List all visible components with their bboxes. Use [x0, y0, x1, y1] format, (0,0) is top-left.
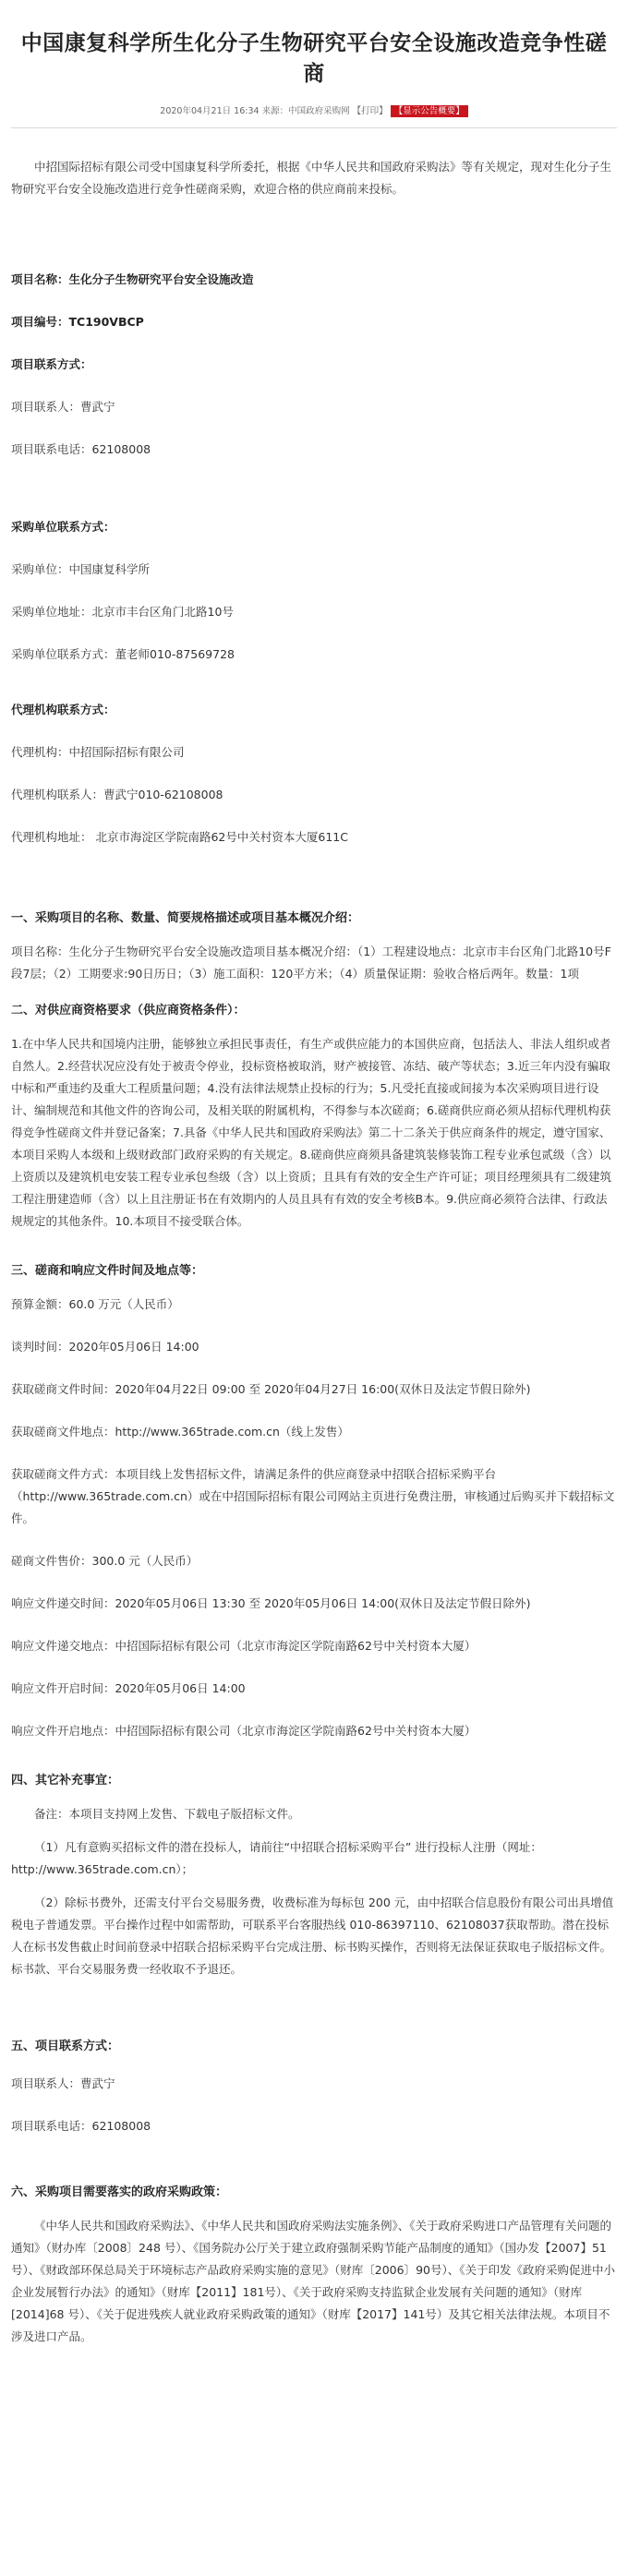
show-summary-button[interactable]: 【显示公告概要】	[391, 105, 468, 117]
article-meta	[11, 103, 617, 116]
section-5-person: 项目联系人：曹武宁	[11, 2076, 115, 2090]
doc-method: 获取磋商文件方式：本项目线上发售招标文件，请满足条件的供应商登录中招联合招标采购平台（http://www.365trade.com.cn）或在中招国际招标有限公司网站主页进行免费注册，审核通过后购买并下载招标文件。	[11, 1467, 615, 1525]
purchaser-contact: 采购单位联系方式：董老师010-87569728	[11, 647, 235, 661]
section-4-heading: 四、其它补充事宜：	[11, 1774, 120, 1788]
print-button[interactable]: 【打印】	[352, 106, 388, 116]
purchaser-unit: 采购单位：中国康复科学所	[11, 562, 151, 576]
agency-name: 代理机构：中招国际招标有限公司	[11, 745, 185, 759]
doc-price: 磋商文件售价：300.0 元（人民币）	[11, 1554, 199, 1568]
project-number: 项目编号：TC190VBCP	[11, 315, 144, 329]
section-3-heading: 三、磋商和响应文件时间及地点等：	[11, 1264, 204, 1278]
section-2-body: 1.在中华人民共和国境内注册，能够独立承担民事责任，有生产或供应能力的本国供应商，包括法人、非法人组织或者自然人。2.经营状况应没有处于被责令停业，投标资格被取消，财产被接管、冻结、破产等状态；3.近三年内没有骗取中标和严重违约及重大工程质量问题；4.没有法律法规禁止投标的行为；5.凡受托直接或间接为本次采购项目进行设计、编制规范和其他文件的咨询公司，及相关联的附属机构，不得参与本次磋商；6.磋商供应商必须从招标代理机构获得竞争性磋商文件并登记备案；7.具备《中华人民共和国政府采购法》第二十二条关于供应商条件的规定，遵守国家、本项目采购人本级和上级财政部门政府采购的有关规定。8.磋商供应商须具备建筑装修装饰工程专业承包贰级（含）以上资质以及建筑机电安装工程专业承包叁级（含）以上资质；且具有有效的安全生产许可证；项目经理须具有二级建筑工程注册建造师（含）以上且注册证书在有效期内的人员且具有有效的安全考核B本。9.供应商必须符合法律、行政法规规定的其他条件。10.本项目不接受联合体。	[11, 1037, 612, 1228]
page-title: 中国康复科学所生化分子生物研究平台安全设施改造竞争性磋商	[20, 31, 608, 86]
section-1-heading: 一、采购项目的名称、数量、简要规格描述或项目基本概况介绍：	[11, 911, 360, 925]
publish-date: 2020年04月21日 16:34	[160, 106, 260, 116]
intro-paragraph: 中招国际招标有限公司受中国康复科学所委托，根据《中华人民共和国政府采购法》等有关规定，现对生化分子生物研究平台安全设施改造进行竞争性磋商采购，欢迎合格的供应商前来投标。	[11, 160, 612, 196]
agency-address: 代理机构地址： 北京市海淀区学院南路62号中关村资本大厦611C	[11, 830, 348, 844]
submit-place: 响应文件递交地点：中招国际招标有限公司（北京市海淀区学院南路62号中关村资本大厦）	[11, 1639, 477, 1653]
section-6-body: 《中华人民共和国政府采购法》、《中华人民共和国政府采购法实施条例》、《关于政府采购进口产品管理有关问题的通知》（财办库〔2008〕248 号）、《国务院办公厅关于建立政府强制采购节能产品制度的通知》（国办发【2007】51号）、《财政部环保总局关于环境标志产品政府采购实施的意见》（财库〔2006〕90号）、《关于印发《政府采购促进中小企业发展暂行办法》的通知》（财库【2011】181号）、《关于政府采购支持监狱企业发展有关问题的通知》（财库 [2014]68 号）、《关于促进残疾人就业政府采购政策的通知》（财库【2017】141号）及其它相关法律法规。本项目不涉及进口产品。	[11, 2219, 615, 2343]
agency-contact: 代理机构联系人：曹武宁010-62108008	[11, 788, 223, 801]
section-4-item-1: （1）凡有意购买招标文件的潜在投标人，请前往“中招联合招标采购平台” 进行投标人注册（网址：http://www.365trade.com.cn）；	[11, 1840, 542, 1876]
doc-place: 获取磋商文件地点：http://www.365trade.com.cn（线上发售）	[11, 1425, 349, 1438]
section-5-heading: 五、项目联系方式：	[11, 2040, 120, 2053]
agency-heading: 代理机构联系方式：	[11, 703, 115, 716]
section-5-phone: 项目联系电话：62108008	[11, 2119, 151, 2133]
purchaser-heading: 采购单位联系方式：	[11, 520, 115, 534]
submit-time: 响应文件递交时间：2020年05月06日 13:30 至 2020年05月06日 14:00(双休日及法定节假日除外)	[11, 1596, 531, 1610]
section-4-item-2: （2）除标书费外，还需支付平台交易服务费，收费标准为每标包 200 元，由中招联合信息股份有限公司出具增值税电子普通发票。平台操作过程中如需帮助，可联系平台客服热线 010-86397110、62108037获取帮助。潜在投标人在标书发售截止时间前登录中招联合招标采购平台完成注册、标书购买操作，否则将无法保证获取电子版招标文件。标书款、平台交易服务费一经收取不予退还。	[11, 1896, 614, 1976]
open-place: 响应文件开启地点：中招国际招标有限公司（北京市海淀区学院南路62号中关村资本大厦）	[11, 1724, 477, 1738]
project-contact-person: 项目联系人：曹武宁	[11, 400, 115, 414]
project-contact-heading: 项目联系方式：	[11, 357, 92, 371]
article-body	[11, 149, 617, 2348]
section-2-heading: 二、对供应商资格要求（供应商资格条件）：	[11, 1004, 246, 1017]
section-4-note: 备注：本项目支持网上发售、下载电子版招标文件。	[34, 1807, 300, 1821]
negotiation-time: 谈判时间：2020年05月06日 14:00	[11, 1340, 199, 1354]
title-divider	[11, 127, 617, 128]
purchaser-address: 采购单位地址：北京市丰台区角门北路10号	[11, 605, 234, 619]
budget: 预算金额：60.0 万元（人民币）	[11, 1297, 179, 1311]
section-6-heading: 六、采购项目需要落实的政府采购政策：	[11, 2185, 228, 2199]
project-name: 项目名称：生化分子生物研究平台安全设施改造	[11, 272, 254, 286]
source-label: 来源：中国政府采购网	[261, 106, 350, 116]
project-contact-phone: 项目联系电话：62108008	[11, 442, 151, 456]
section-1-body: 项目名称：生化分子生物研究平台安全设施改造项目基本概况介绍：（1）工程建设地点：北京市丰台区角门北路10号F段7层；（2）工期要求:90日历日；（3）施工面积：120平方米；（4）质量保证期：验收合格后两年。数量：1项	[11, 945, 611, 981]
open-time: 响应文件开启时间：2020年05月06日 14:00	[11, 1681, 246, 1695]
doc-time: 获取磋商文件时间：2020年04月22日 09:00 至 2020年04月27日 16:00(双休日及法定节假日除外)	[11, 1382, 531, 1396]
